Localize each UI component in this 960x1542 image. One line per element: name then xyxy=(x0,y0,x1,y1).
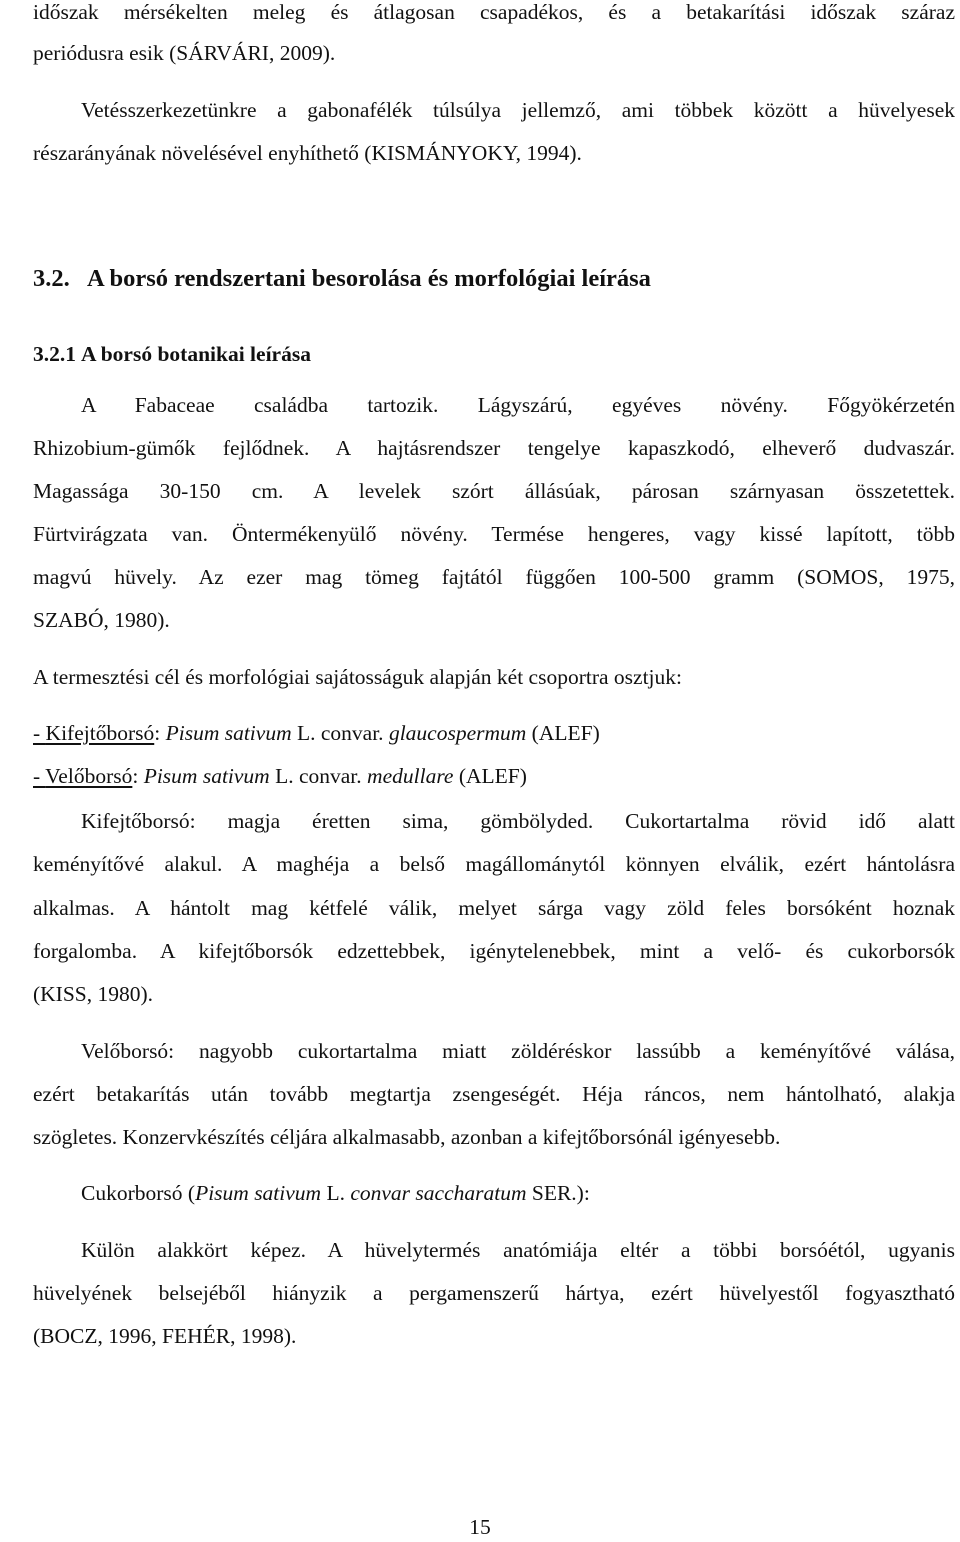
kifejto-line-3: alkalmas. A hántolt mag kétfelé válik, melyet sárga vagy zöld feles borsóként hoznak xyxy=(33,896,955,920)
velo-line-2: ezért betakarítás után tovább megtartja zsengeségét. Héja ráncos, nem hántolható, alakja xyxy=(33,1082,955,1106)
kifejto-line-2: keményítővé alakul. A maghéja a belső magállománytól könnyen elválik, ezért hántolásra xyxy=(33,852,955,876)
velo-line-1: Velőborsó: nagyobb cukortartalma miatt zöldéréskor lassúbb a keményítővé válása, xyxy=(81,1039,955,1063)
section-heading xyxy=(33,264,651,294)
subsection-title: A borsó botanikai leírása xyxy=(81,342,311,366)
page-number: 15 xyxy=(469,1515,491,1539)
intro-p2-line-1: Vetésszerkezetünkre a gabonafélék túlsúlya jellemző, ami többek között a hüvelyesek xyxy=(81,98,955,122)
species-name: Pisum sativum xyxy=(165,721,292,745)
species-name: Pisum sativum xyxy=(195,1181,322,1205)
botanical-line-1: A Fabaceae családba tartozik. Lágyszárú, egyéves növény. Főgyökérzetén xyxy=(81,393,955,417)
convar-name: convar saccharatum xyxy=(350,1181,527,1205)
group-name: Kifejtőborsó xyxy=(45,721,155,745)
group-item-veloborso: - Velőborsó: Pisum sativum L. convar. medullare (ALEF) xyxy=(33,764,527,788)
intro-line-2: periódusra esik (SÁRVÁRI, 2009). xyxy=(33,41,336,65)
convar-name: glaucospermum xyxy=(388,721,527,745)
cukor-line-2: hüvelyének belsejéből hiányzik a pergamenszerű hártya, ezért hüvelyestől fogyasztható xyxy=(33,1281,955,1305)
cukor-heading: Cukorborsó (Pisum sativum L. convar saccharatum SER.): xyxy=(81,1181,590,1205)
botanical-line-5: magvú hüvely. Az ezer mag tömeg fajtától függően 100-500 gramm (SOMOS, 1975, xyxy=(33,565,955,589)
convar-name: medullare xyxy=(367,764,454,788)
kifejto-line-4: forgalomba. A kifejtőborsók edzettebbek, igénytelenebbek, mint a velő- és cukorborsók xyxy=(33,939,955,963)
kifejto-line-5: (KISS, 1980). xyxy=(33,982,154,1006)
groups-intro: A termesztési cél és morfológiai sajátosságuk alapján két csoportra osztjuk: xyxy=(33,665,682,689)
botanical-line-4: Fürtvirágzata van. Öntermékenyülő növény. Termése hengeres, vagy kissé lapított, több xyxy=(33,522,955,546)
subsection-number: 3.2.1 xyxy=(33,342,76,366)
cukor-line-3: (BOCZ, 1996, FEHÉR, 1998). xyxy=(33,1324,297,1348)
group-name: Velőborsó xyxy=(45,764,133,788)
subsection-heading xyxy=(33,339,311,369)
botanical-line-3: Magassága 30-150 cm. A levelek szórt állásúak, párosan szárnyasan összetettek. xyxy=(33,479,955,503)
kifejto-line-1: Kifejtőborsó: magja éretten sima, gömbölyded. Cukortartalma rövid idő alatt xyxy=(81,809,955,833)
intro-p2-line-2: részarányának növelésével enyhíthető (KISMÁNYOKY, 1994). xyxy=(33,141,582,165)
botanical-line-2: Rhizobium-gümők fejlődnek. A hajtásrendszer tengelye kapaszkodó, elheverő dudvaszár. xyxy=(33,436,955,460)
section-number: 3.2. xyxy=(33,265,70,292)
botanical-line-6: SZABÓ, 1980). xyxy=(33,608,170,632)
intro-line-1: időszak mérsékelten meleg és átlagosan csapadékos, és a betakarítási időszak száraz xyxy=(33,0,955,24)
velo-line-3: szögletes. Konzervkészítés céljára alkalmasabb, azonban a kifejtőborsónál igényesebb. xyxy=(33,1125,781,1149)
section-title: A borsó rendszertani besorolása és morfológiai leírása xyxy=(87,265,651,292)
species-name: Pisum sativum xyxy=(143,764,270,788)
group-item-kifejtoborso: - Kifejtőborsó: Pisum sativum L. convar. glaucospermum (ALEF) xyxy=(33,721,600,745)
cukor-line-1: Külön alakkört képez. A hüvelytermés anatómiája eltér a többi borsóétól, ugyanis xyxy=(81,1238,955,1262)
